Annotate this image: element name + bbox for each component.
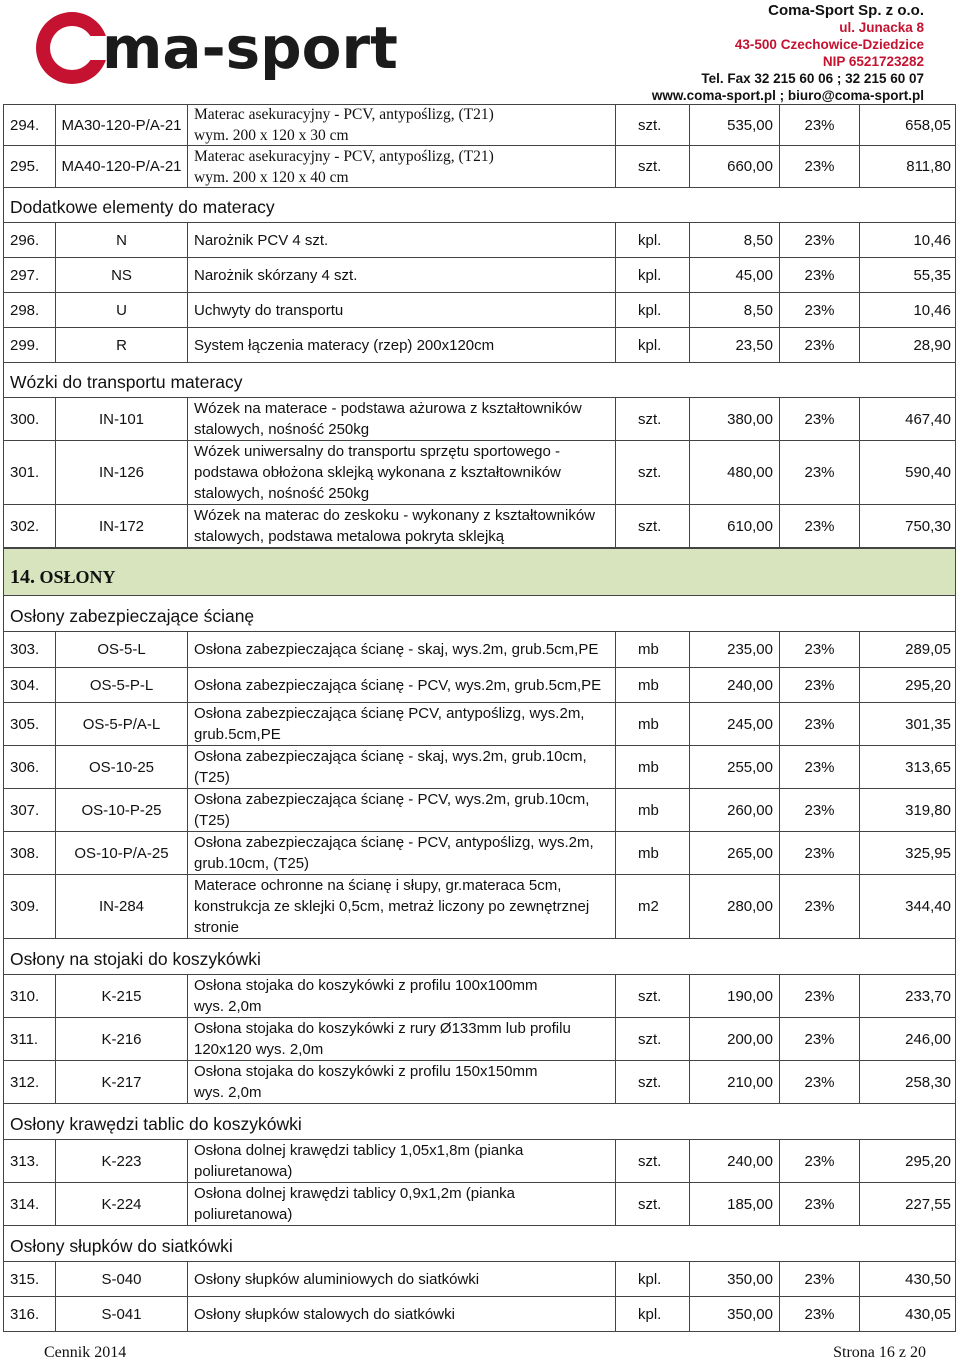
table-row <box>3 746 956 789</box>
item-vat: 23% <box>779 398 859 440</box>
item-vat: 23% <box>779 1140 859 1182</box>
item-net-price: 190,00 <box>689 975 779 1017</box>
item-number: 313. <box>3 1140 55 1182</box>
item-gross-price: 430,05 <box>859 1297 956 1331</box>
table-row <box>3 1140 956 1183</box>
item-gross-price: 10,46 <box>859 293 956 327</box>
section-heading: Osłony krawędzi tablic do koszykówki <box>10 1114 302 1134</box>
item-gross-price: 313,65 <box>859 746 956 788</box>
item-code: IN-284 <box>55 875 187 938</box>
item-description <box>187 105 615 145</box>
item-description <box>187 746 615 788</box>
item-number: 302. <box>3 505 55 547</box>
item-unit: kpl. <box>615 1297 689 1331</box>
item-unit: mb <box>615 789 689 831</box>
item-code: N <box>55 223 187 257</box>
item-net-price: 235,00 <box>689 632 779 667</box>
item-number: 309. <box>3 875 55 938</box>
section-heading-row <box>3 1104 956 1140</box>
page-header <box>0 0 960 104</box>
item-vat: 23% <box>779 293 859 327</box>
item-number: 301. <box>3 441 55 504</box>
item-number: 299. <box>3 328 55 362</box>
table-row <box>3 258 956 293</box>
table-row <box>3 1262 956 1297</box>
item-net-price: 45,00 <box>689 258 779 292</box>
item-unit: kpl. <box>615 258 689 292</box>
company-line: 43-500 Czechowice-Dziedzice <box>734 37 924 52</box>
item-code: IN-126 <box>55 441 187 504</box>
item-code: OS-5-L <box>55 632 187 667</box>
item-vat: 23% <box>779 1297 859 1331</box>
description-line: Wózek na materac do zeskoku - wykonany z kształtowników <box>194 507 595 524</box>
description-line: (T25) <box>194 812 230 829</box>
chapter-title: OSŁONY <box>35 567 116 587</box>
company-line: Coma-Sport Sp. z o.o. <box>768 2 924 19</box>
item-gross-price: 301,35 <box>859 703 956 745</box>
item-code: OS-5-P-L <box>55 668 187 702</box>
item-number: 310. <box>3 975 55 1017</box>
item-net-price: 245,00 <box>689 703 779 745</box>
item-net-price: 8,50 <box>689 293 779 327</box>
section-heading-row <box>3 363 956 398</box>
table-row <box>3 328 956 363</box>
table-row <box>3 505 956 548</box>
description-line: wym. 200 x 120 x 40 cm <box>194 168 349 186</box>
item-net-price: 380,00 <box>689 398 779 440</box>
description-line: konstrukcja ze sklejki 0,5cm, metraż liczony po zewnętrznej <box>194 898 590 915</box>
item-description <box>187 1183 615 1225</box>
item-unit: kpl. <box>615 293 689 327</box>
price-table <box>3 104 956 1332</box>
description-line: Osłona stojaka do koszykówki z profilu 150x150mm <box>194 1063 538 1080</box>
description-line: Osłona zabezpieczająca ścianę - PCV, wys.2m, grub.5cm,PE <box>194 676 602 694</box>
logo-wordmark: ma-sport <box>102 14 398 82</box>
company-line: ul. Junacka 8 <box>839 20 924 35</box>
item-description <box>187 398 615 440</box>
chapter-heading-row <box>3 548 956 596</box>
description-line: Osłona stojaka do koszykówki z profilu 100x100mm <box>194 977 538 994</box>
item-gross-price: 233,70 <box>859 975 956 1017</box>
item-code: IN-172 <box>55 505 187 547</box>
item-vat: 23% <box>779 328 859 362</box>
item-description <box>187 328 615 362</box>
item-code: K-217 <box>55 1061 187 1103</box>
description-line: Osłona stojaka do koszykówki z rury Ø133mm lub profilu <box>194 1020 571 1037</box>
section-heading-row <box>3 188 956 223</box>
item-description <box>187 703 615 745</box>
item-code: OS-10-P-25 <box>55 789 187 831</box>
description-line: Materac asekuracyjny - PCV, antypoślizg, (T21) <box>194 147 494 165</box>
item-description <box>187 668 615 702</box>
description-line: Osłona dolnej krawędzi tablicy 1,05x1,8m (pianka <box>194 1142 524 1159</box>
item-gross-price: 227,55 <box>859 1183 956 1225</box>
table-row <box>3 832 956 875</box>
description-line: wys. 2,0m <box>194 1084 262 1101</box>
section-heading: Osłony zabezpieczające ścianę <box>10 606 255 626</box>
item-net-price: 255,00 <box>689 746 779 788</box>
item-net-price: 23,50 <box>689 328 779 362</box>
description-line: 120x120 wys. 2,0m <box>194 1041 324 1058</box>
table-row <box>3 668 956 703</box>
item-description <box>187 258 615 292</box>
item-number: 307. <box>3 789 55 831</box>
item-gross-price: 325,95 <box>859 832 956 874</box>
item-gross-price: 430,50 <box>859 1262 956 1296</box>
item-net-price: 185,00 <box>689 1183 779 1225</box>
description-line: stalowych, podstawa metalowa pokryta sklejką <box>194 528 505 545</box>
item-description <box>187 1061 615 1103</box>
description-line: stronie <box>194 919 240 936</box>
item-unit: mb <box>615 703 689 745</box>
item-vat: 23% <box>779 746 859 788</box>
item-net-price: 240,00 <box>689 1140 779 1182</box>
item-number: 315. <box>3 1262 55 1296</box>
item-number: 298. <box>3 293 55 327</box>
item-gross-price: 467,40 <box>859 398 956 440</box>
item-unit: szt. <box>615 1018 689 1060</box>
item-number: 308. <box>3 832 55 874</box>
item-description <box>187 632 615 667</box>
description-line: podstawa obłożona sklejką wykonana z kształtowników <box>194 464 561 481</box>
item-vat: 23% <box>779 789 859 831</box>
item-unit: mb <box>615 746 689 788</box>
item-code: R <box>55 328 187 362</box>
item-unit: szt. <box>615 1183 689 1225</box>
item-description <box>187 293 615 327</box>
description-line: Osłona zabezpieczająca ścianę - PCV, antypoślizg, wys.2m, <box>194 834 594 851</box>
item-gross-price: 28,90 <box>859 328 956 362</box>
table-row <box>3 875 956 939</box>
table-row <box>3 104 956 146</box>
item-description <box>187 1262 615 1296</box>
item-vat: 23% <box>779 1061 859 1103</box>
description-line: System łączenia materacy (rzep) 200x120cm <box>194 336 495 354</box>
item-vat: 23% <box>779 1262 859 1296</box>
item-net-price: 200,00 <box>689 1018 779 1060</box>
item-unit: kpl. <box>615 223 689 257</box>
item-net-price: 350,00 <box>689 1297 779 1331</box>
item-number: 300. <box>3 398 55 440</box>
item-number: 296. <box>3 223 55 257</box>
item-number: 316. <box>3 1297 55 1331</box>
item-number: 304. <box>3 668 55 702</box>
description-line: Wózek uniwersalny do transportu sprzętu sportowego - <box>194 443 561 460</box>
item-gross-price: 344,40 <box>859 875 956 938</box>
chapter-number: 14. <box>10 566 35 588</box>
item-net-price: 480,00 <box>689 441 779 504</box>
table-row <box>3 632 956 668</box>
description-line: Osłona dolnej krawędzi tablicy 0,9x1,2m (pianka <box>194 1185 515 1202</box>
item-gross-price: 811,80 <box>859 146 956 187</box>
description-line: (T25) <box>194 769 230 786</box>
table-row <box>3 1183 956 1226</box>
item-code: MA40-120-P/A-21 <box>55 146 187 187</box>
description-line: poliuretanowa) <box>194 1163 293 1180</box>
item-unit: mb <box>615 668 689 702</box>
table-row <box>3 146 956 188</box>
item-unit: szt. <box>615 1061 689 1103</box>
item-gross-price: 10,46 <box>859 223 956 257</box>
item-vat: 23% <box>779 832 859 874</box>
item-description <box>187 1018 615 1060</box>
section-heading: Wózki do transportu materacy <box>10 372 243 392</box>
item-vat: 23% <box>779 1018 859 1060</box>
item-code: MA30-120-P/A-21 <box>55 105 187 145</box>
table-row <box>3 398 956 441</box>
item-code: K-224 <box>55 1183 187 1225</box>
item-code: NS <box>55 258 187 292</box>
table-row <box>3 703 956 746</box>
description-line: Osłona zabezpieczająca ścianę - skaj, wys.2m, grub.10cm, <box>194 748 587 765</box>
company-line: www.coma-sport.pl ; biuro@coma-sport.pl <box>651 88 924 103</box>
item-code: K-223 <box>55 1140 187 1182</box>
item-net-price: 240,00 <box>689 668 779 702</box>
item-vat: 23% <box>779 975 859 1017</box>
item-unit: m2 <box>615 875 689 938</box>
table-row <box>3 1061 956 1104</box>
footer-page-number: Strona 16 z 20 <box>833 1344 926 1361</box>
item-code: S-040 <box>55 1262 187 1296</box>
item-gross-price: 319,80 <box>859 789 956 831</box>
item-vat: 23% <box>779 875 859 938</box>
description-line: Osłona zabezpieczająca ścianę - skaj, wys.2m, grub.5cm,PE <box>194 641 599 658</box>
section-heading: Osłony na stojaki do koszykówki <box>10 949 261 969</box>
item-unit: szt. <box>615 146 689 187</box>
description-line: Narożnik PCV 4 szt. <box>194 231 329 249</box>
logo-graphic <box>30 8 430 88</box>
item-description <box>187 1140 615 1182</box>
item-net-price: 350,00 <box>689 1262 779 1296</box>
item-description <box>187 832 615 874</box>
description-line: Narożnik skórzany 4 szt. <box>194 266 358 284</box>
item-description <box>187 975 615 1017</box>
description-line: wys. 2,0m <box>194 998 262 1015</box>
description-line: Wózek na materace - podstawa ażurowa z kształtowników <box>194 400 582 417</box>
item-code: OS-5-P/A-L <box>55 703 187 745</box>
company-line: NIP 6521723282 <box>822 54 924 69</box>
item-net-price: 610,00 <box>689 505 779 547</box>
item-gross-price: 750,30 <box>859 505 956 547</box>
description-line: wym. 200 x 120 x 30 cm <box>194 127 349 144</box>
item-gross-price: 289,05 <box>859 632 956 667</box>
item-vat: 23% <box>779 441 859 504</box>
description-line: Osłona zabezpieczająca ścianę - PCV, wys.2m, grub.10cm, <box>194 791 590 808</box>
description-line: Materace ochronne na ścianę i słupy, gr.materaca 5cm, <box>194 877 562 894</box>
description-line: grub.5cm,PE <box>194 726 281 743</box>
item-gross-price: 55,35 <box>859 258 956 292</box>
table-row <box>3 441 956 505</box>
table-row <box>3 293 956 328</box>
item-code: K-216 <box>55 1018 187 1060</box>
item-unit: szt. <box>615 441 689 504</box>
chapter-heading <box>10 566 116 589</box>
table-row <box>3 975 956 1018</box>
table-row <box>3 1297 956 1332</box>
section-heading-row <box>3 1226 956 1262</box>
item-description <box>187 146 615 187</box>
item-description <box>187 789 615 831</box>
description-line: stalowych, nośność 250kg <box>194 421 370 438</box>
table-row <box>3 223 956 258</box>
item-number: 312. <box>3 1061 55 1103</box>
item-code: OS-10-25 <box>55 746 187 788</box>
description-line: grub.10cm, (T25) <box>194 855 310 872</box>
item-description <box>187 875 615 938</box>
section-heading: Osłony słupków do siatkówki <box>10 1236 233 1256</box>
item-unit: szt. <box>615 398 689 440</box>
section-heading-row <box>3 596 956 632</box>
item-net-price: 535,00 <box>689 105 779 145</box>
item-number: 303. <box>3 632 55 667</box>
item-code: IN-101 <box>55 398 187 440</box>
item-description <box>187 1297 615 1331</box>
item-gross-price: 658,05 <box>859 105 956 145</box>
section-heading: Dodatkowe elementy do materacy <box>10 197 275 217</box>
company-details <box>652 2 924 104</box>
item-vat: 23% <box>779 668 859 702</box>
item-unit: szt. <box>615 1140 689 1182</box>
item-number: 297. <box>3 258 55 292</box>
item-unit: mb <box>615 632 689 667</box>
item-vat: 23% <box>779 632 859 667</box>
footer-catalog-title: Cennik 2014 <box>44 1344 127 1361</box>
item-gross-price: 295,20 <box>859 668 956 702</box>
item-net-price: 8,50 <box>689 223 779 257</box>
item-net-price: 210,00 <box>689 1061 779 1103</box>
company-logo <box>30 8 430 93</box>
item-code: K-215 <box>55 975 187 1017</box>
item-vat: 23% <box>779 505 859 547</box>
item-code: OS-10-P/A-25 <box>55 832 187 874</box>
description-line: Uchwyty do transportu <box>194 301 344 319</box>
item-number: 295. <box>3 146 55 187</box>
table-row <box>3 789 956 832</box>
item-description <box>187 441 615 504</box>
description-line: poliuretanowa) <box>194 1206 293 1223</box>
item-vat: 23% <box>779 105 859 145</box>
section-heading-row <box>3 939 956 975</box>
item-number: 305. <box>3 703 55 745</box>
item-net-price: 280,00 <box>689 875 779 938</box>
item-gross-price: 590,40 <box>859 441 956 504</box>
item-number: 311. <box>3 1018 55 1060</box>
item-gross-price: 258,30 <box>859 1061 956 1103</box>
company-line: Tel. Fax 32 215 60 06 ; 32 215 60 07 <box>701 71 924 86</box>
item-net-price: 260,00 <box>689 789 779 831</box>
item-unit: szt. <box>615 105 689 145</box>
item-number: 306. <box>3 746 55 788</box>
item-vat: 23% <box>779 258 859 292</box>
item-unit: kpl. <box>615 328 689 362</box>
item-net-price: 265,00 <box>689 832 779 874</box>
description-line: Materac asekuracyjny - PCV, antypoślizg, (T21) <box>194 106 494 123</box>
item-vat: 23% <box>779 146 859 187</box>
item-vat: 23% <box>779 1183 859 1225</box>
table-row <box>3 1018 956 1061</box>
item-vat: 23% <box>779 703 859 745</box>
item-description <box>187 505 615 547</box>
item-unit: szt. <box>615 505 689 547</box>
item-gross-price: 295,20 <box>859 1140 956 1182</box>
item-number: 314. <box>3 1183 55 1225</box>
description-line: Osłona zabezpieczająca ścianę PCV, antypoślizg, wys.2m, <box>194 705 585 722</box>
item-unit: mb <box>615 832 689 874</box>
item-description <box>187 223 615 257</box>
description-line: stalowych, nośność 250kg <box>194 485 370 502</box>
item-unit: szt. <box>615 975 689 1017</box>
item-unit: kpl. <box>615 1262 689 1296</box>
item-code: S-041 <box>55 1297 187 1331</box>
item-vat: 23% <box>779 223 859 257</box>
description-line: Osłony słupków stalowych do siatkówki <box>194 1305 455 1323</box>
item-code: U <box>55 293 187 327</box>
item-gross-price: 246,00 <box>859 1018 956 1060</box>
item-net-price: 660,00 <box>689 146 779 187</box>
description-line: Osłony słupków aluminiowych do siatkówki <box>194 1270 480 1288</box>
item-number: 294. <box>3 105 55 145</box>
